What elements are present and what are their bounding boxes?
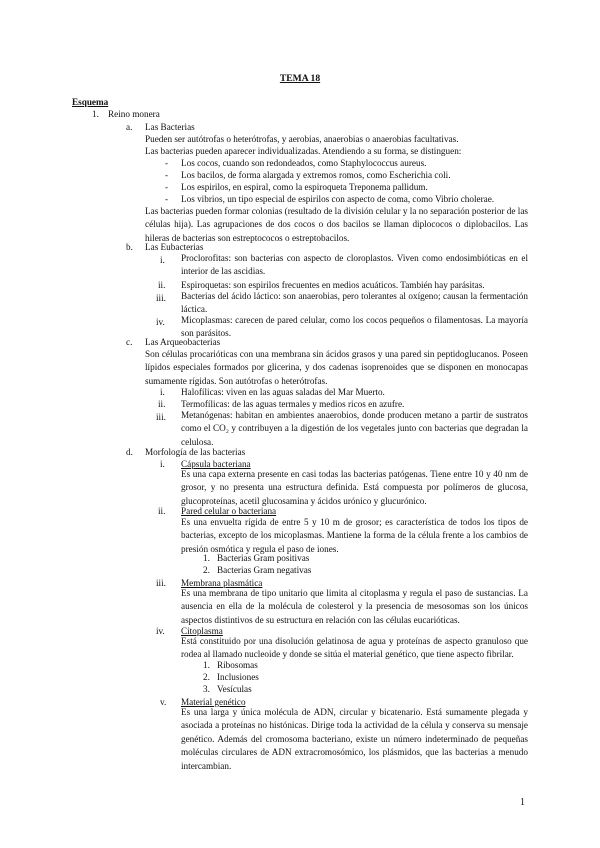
paragraph: Las bacterias pueden aparecer individualizadas. Atendiendo a su forma, se distinguen:: [145, 146, 462, 156]
paragraph: Es una membrana de tipo unitario que limita al citoplasma y regula el paso de sustancias. La ausencia en ella de la molécula de colesterol y la presencia de mesosomas son los únicos aspectos distintivos de su estructura en relación con las células eucarióticas.: [181, 588, 528, 625]
paragraph: Es una envuelta rígida de entre 5 y 10 m de grosor; es característica de todos los tipos de bacterias, excepto de los micoplasmas. Mantiene la forma de la célula frente a los cambios de presión osmótica y regula el paso de iones.: [181, 517, 528, 554]
roman-numeral: i.: [160, 459, 165, 469]
list-item: Vesículas: [217, 684, 252, 694]
roman-numeral: iii.: [156, 412, 166, 422]
subheading-citoplasma: Citoplasma: [181, 626, 223, 636]
subheading-pared-celular: Pared celular o bacteriana: [181, 506, 277, 516]
list-item: Inclusiones: [217, 672, 259, 682]
roman-numeral: i.: [160, 387, 165, 397]
list-item: Proclorofitas: son bacterias con aspecto de cloroplastos. Viven como endosimbióticas en el interior de las ascidias.: [181, 253, 528, 277]
paragraph: Las bacterias pueden formar colonias (resultado de la división celular y la no separación posterior de las células hija). Las agrupaciones de dos cocos o dos bacilos se llaman diplococos o diplobacilos. Las hileras de bacterias son estreptococos o estreptobacilos.: [145, 206, 528, 243]
dash-bullet: -: [165, 194, 169, 204]
list-item: Los espirilos, en espiral, como la espiroqueta Treponema pallidum.: [181, 182, 428, 192]
list-item: Halofílicas: viven en las aguas saladas del Mar Muerto.: [181, 387, 385, 397]
paragraph: Es una larga y única molécula de ADN, circular y bicatenario. Está sumamente plegada y asociada a proteínas no histónicas. Dirige toda la actividad de la célula y conserva su mensaje genético. Además del cromosoma bacteriano, existe un número indeterminado de pequeñas moléculas circulares de ADN extracromosómico, los plásmidos, que las bacterias a menudo intercambian.: [181, 707, 528, 771]
list-number: 2.: [203, 565, 210, 575]
subheading-material-genetico: Material genético: [181, 697, 246, 707]
list-item: Micoplasmas: carecen de pared celular, como los cocos pequeños o filamentosas. La mayoría son parásitos.: [181, 315, 528, 339]
list-item: Bacterias Gram negativas: [217, 565, 312, 575]
list-item: Ribosomas: [217, 660, 258, 670]
page-title: TEMA 18: [279, 73, 321, 84]
roman-numeral: iv.: [156, 317, 165, 327]
list-item: Termofílicas: de las aguas termales y medios ricos en azufre.: [181, 399, 405, 409]
roman-numeral: ii.: [158, 506, 166, 516]
list-number: 1.: [203, 553, 210, 563]
subheading-capsula: Cápsula bacteriana: [181, 459, 251, 469]
outline-item-morfologia: Morfología de las bacterias: [145, 447, 246, 457]
list-number: 3.: [203, 684, 210, 694]
paragraph: Está constituido por una disolución gelatinosa de agua y proteínas de aspecto granuloso que rodea al llamado nucleoide y donde se sitúa el material genético, que tiene aspecto fibrilar.: [181, 636, 528, 660]
page-number: 1: [520, 797, 525, 808]
list-letter: d.: [126, 447, 133, 457]
list-number: 1.: [92, 109, 99, 119]
paragraph: Pueden ser autótrofas o heterótrofas, y aerobias, anaerobias o anaerobias facultativas.: [145, 134, 459, 144]
dash-bullet: -: [165, 182, 169, 192]
list-item: Metanógenas: habitan en ambientes anaerobios, donde producen metano a partir de sustratos como el CO₂ y contribuyen a la digestión de los vegetales junto con bacterias que degradan la celulosa.: [181, 410, 528, 447]
roman-numeral: iii.: [156, 578, 166, 588]
section-heading: Esquema: [72, 97, 109, 107]
list-letter: a.: [126, 122, 133, 132]
paragraph: Es una capa externa presente en casi todas las bacterias patógenas. Tiene entre 10 y 40 nm de grosor, y no presenta una estructura definida. Está compuesta por polímeros de glucosa, glucoproteínas, acetil glucosamina y ácidos urónico y glucurónico.: [181, 469, 528, 506]
roman-numeral: iii.: [156, 293, 166, 303]
dash-bullet: -: [165, 170, 169, 180]
outline-item-reino-monera: Reino monera: [108, 109, 160, 119]
outline-item-eubacterias: Las Eubacterias: [145, 242, 204, 252]
outline-item-arqueobacterias: Las Arqueobacterias: [145, 337, 221, 347]
list-item: Los bacilos, de forma alargada y extremos romos, como Escherichia coli.: [181, 170, 451, 180]
roman-numeral: i.: [160, 255, 165, 265]
list-item: Espiroquetas: son espirilos frecuentes en medios acuáticos. También hay parásitas.: [181, 280, 485, 290]
list-letter: b.: [126, 242, 133, 252]
outline-item-bacterias: Las Bacterias: [145, 122, 195, 132]
list-number: 2.: [203, 672, 210, 682]
subheading-membrana: Membrana plasmática: [181, 578, 263, 588]
list-item: Los vibrios, un tipo especial de espirilos con aspecto de coma, como Vibrio cholerae.: [181, 194, 495, 204]
list-item: Bacterias Gram positivas: [217, 553, 310, 563]
roman-numeral: ii.: [158, 399, 166, 409]
paragraph: Son células procarióticas con una membrana sin ácidos grasos y una pared sin peptidoglucanos. Poseen lípidos especiales formados por glicerina, y dos cadenas isoprenoides que se disponen en monocapas sumamente rígidas. Son autótrofas o heterótrofas.: [145, 349, 528, 386]
roman-numeral: iv.: [156, 626, 165, 636]
list-number: 1.: [203, 660, 210, 670]
roman-numeral: ii.: [158, 280, 166, 290]
list-item: Bacterias del ácido láctico: son anaerobias, pero tolerantes al oxígeno; causan la fermentación láctica.: [181, 291, 528, 315]
list-item: Los cocos, cuando son redondeados, como Staphylococcus aureus.: [181, 158, 427, 168]
dash-bullet: -: [165, 158, 169, 168]
list-letter: c.: [126, 337, 133, 347]
roman-numeral: v.: [160, 697, 167, 707]
